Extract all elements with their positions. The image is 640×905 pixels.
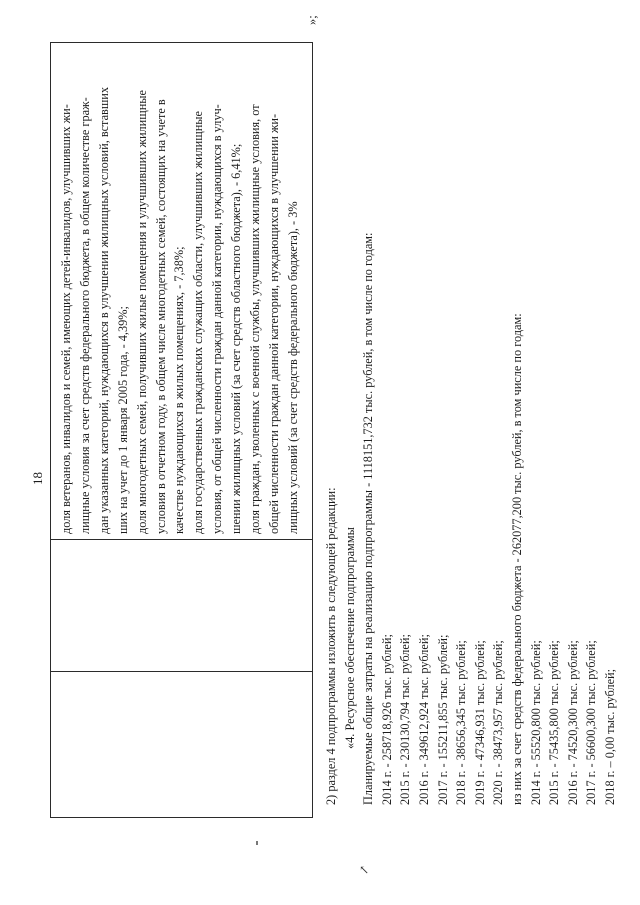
table-text-line: доля многодетных семей, получивших жилые помещения и улучшивших жилищные: [134, 89, 149, 534]
table-text-line: доля ветеранов, инвалидов и семей, имеющих детей-инвалидов, улучшивших жи-: [59, 104, 73, 534]
table-text-line: доля граждан, уволенных с военной службы, улучшивших жилищные условия, от: [248, 104, 263, 534]
year-federal-line: 2014 г. - 55520,800 тыс. рублей;: [528, 640, 543, 805]
year-total-line: 2016 г. - 349612,924 тыс. рублей;: [416, 634, 431, 805]
scan-dot: [256, 841, 258, 845]
table-text-line: условия, от общей численности граждан данной категории, нуждающихся в улуч-: [210, 104, 225, 534]
federal-funding-line: из них за счет средств федерального бюджета - 262077,200 тыс. рублей, в том числе по годам:: [509, 313, 524, 805]
section-body: [322, 45, 620, 805]
amendment-intro: 2) раздел 4 подпрограммы изложить в следующей редакции:: [324, 487, 338, 805]
table-text-line: условия в отчетном году, в общем числе многодетных семей, состоящих на учете в: [153, 99, 168, 534]
year-total-line: 2017 г. - 155211,855 тыс. рублей;: [435, 634, 450, 805]
year-total-line: 2020 г. - 38473,957 тыс. рублей;: [491, 640, 506, 805]
year-federal-line: 2018 г. – 0,00 тыс. рублей;: [602, 668, 617, 805]
total-funding-line: Планируемые общие затраты на реализацию подпрограммы - 1118151,732 тыс. рублей, в том числе по годам:: [361, 232, 376, 805]
year-total-line: 2014 г. - 258718,926 тыс. рублей;: [379, 634, 394, 805]
year-total-line: 2018 г. - 38656,345 тыс. рублей;: [454, 640, 469, 805]
closing-quote-mark: »;: [305, 15, 319, 25]
table-column-divider: [51, 671, 312, 672]
table-text-line: общей численности граждан данной категории, нуждающихся в улучшении жи-: [266, 113, 281, 534]
table-column-divider: [51, 539, 312, 540]
table-text-line: шении жилищных условий (за счет средств областного бюджета), - 6,41%;: [229, 143, 244, 534]
year-federal-line: 2015 г. - 75435,800 тыс. рублей;: [547, 640, 562, 805]
table-text-line: лищные условия за счет средств федерального бюджета, в общем количестве граж-: [77, 97, 92, 534]
section-heading: «4. Ресурсное обеспечение подпрограммы: [342, 527, 357, 749]
table-text-line: ших на учет до 1 января 2005 года, - 4,39%;: [115, 306, 130, 534]
table-text-line: дан указанных категорий, нуждающихся в улучшении жилищных условий, вставших: [96, 86, 111, 534]
table-cell-indicators: [57, 48, 303, 534]
year-federal-line: 2017 г. - 56600,300 тыс. рублей;: [584, 640, 599, 805]
margin-mark: ↗: [357, 864, 371, 875]
indicators-table: [50, 42, 313, 818]
year-total-line: 2015 г. - 230130,794 тыс. рублей;: [398, 634, 413, 805]
table-text-line: лищных условий (за счет средств федерального бюджета), - 3%: [285, 201, 300, 534]
page-number: 18: [30, 472, 45, 485]
table-text-line: качестве нуждающихся в жилых помещениях, - 7,38%;: [172, 246, 187, 534]
year-federal-line: 2016 г. - 74520,300 тыс. рублей;: [565, 640, 580, 805]
year-total-line: 2019 г. - 47346,931 тыс. рублей;: [472, 640, 487, 805]
table-text-line: доля государственных гражданских служащих области, улучшивших жилищные: [191, 110, 206, 534]
